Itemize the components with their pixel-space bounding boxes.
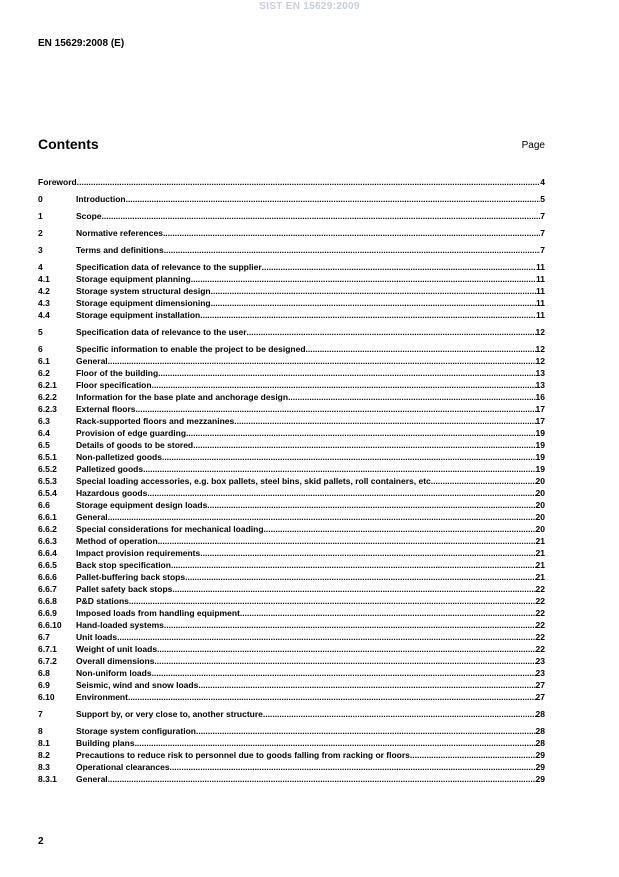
toc-entry-number: 6.6.1 bbox=[38, 512, 57, 522]
toc-entry-number: 6.6 bbox=[38, 500, 50, 510]
toc-dot-leader bbox=[186, 427, 535, 439]
toc-entry-title: Foreword bbox=[38, 177, 77, 187]
toc-entry-number: 6.5.1 bbox=[38, 452, 57, 462]
toc-entry-title: Special loading accessories, e.g. box pallets, steel bins, skid pallets, roll containers, etc. bbox=[76, 476, 434, 486]
toc-dot-leader bbox=[77, 176, 541, 188]
toc-entry-number: 6.6.4 bbox=[38, 548, 57, 558]
toc-entry-page: 21 bbox=[535, 536, 545, 546]
toc-entry-title: Storage equipment planning bbox=[76, 274, 191, 284]
toc-entry-page: 28 bbox=[535, 726, 545, 736]
toc-entry-number: 6.2.1 bbox=[38, 380, 57, 390]
toc-dot-leader bbox=[262, 261, 536, 273]
toc-entry-number: 6.5.4 bbox=[38, 488, 57, 498]
toc-entry-title: Normative references bbox=[76, 228, 163, 238]
toc-entry-number: 6.7.1 bbox=[38, 644, 57, 654]
toc-dot-leader bbox=[164, 619, 536, 631]
toc-entry-page: 28 bbox=[535, 709, 545, 719]
toc-entry-number: 4.2 bbox=[38, 286, 50, 296]
toc-dot-leader bbox=[211, 297, 536, 309]
toc-dot-leader bbox=[200, 309, 536, 321]
toc-entry-number: 4.1 bbox=[38, 274, 50, 284]
toc-dot-leader bbox=[152, 667, 536, 679]
page-number: 2 bbox=[38, 836, 44, 847]
toc-entry[interactable] bbox=[38, 749, 545, 761]
toc-entry[interactable] bbox=[38, 355, 545, 367]
toc-entry[interactable] bbox=[38, 655, 545, 667]
toc-entry-title: Introduction bbox=[76, 194, 126, 204]
toc-entry-number: 8 bbox=[38, 726, 43, 736]
toc-entry[interactable] bbox=[38, 547, 545, 559]
toc-entry-number: 0 bbox=[38, 194, 43, 204]
toc-entry-page: 12 bbox=[535, 356, 545, 366]
toc-entry-number: 8.2 bbox=[38, 750, 50, 760]
toc-entry[interactable] bbox=[38, 309, 545, 321]
toc-entry[interactable] bbox=[38, 619, 545, 631]
toc-entry-page: 7 bbox=[540, 211, 545, 221]
toc-dot-leader bbox=[136, 403, 536, 415]
toc-dot-leader bbox=[147, 487, 535, 499]
toc-entry-number: 4.3 bbox=[38, 298, 50, 308]
toc-entry-number: 6.7 bbox=[38, 632, 50, 642]
toc-dot-leader bbox=[128, 691, 536, 703]
toc-entry[interactable] bbox=[38, 273, 545, 285]
toc-dot-leader bbox=[288, 391, 535, 403]
toc-entry-page: 17 bbox=[535, 404, 545, 414]
toc-dot-leader bbox=[129, 595, 536, 607]
toc-entry-page: 13 bbox=[535, 380, 545, 390]
toc-entry-page: 11 bbox=[536, 310, 545, 320]
toc-entry-number: 2 bbox=[38, 228, 43, 238]
toc-entry-title: Building plans bbox=[76, 738, 135, 748]
toc-entry-page: 22 bbox=[535, 608, 545, 618]
toc-entry-number: 6.6.9 bbox=[38, 608, 57, 618]
toc-entry-number: 6.1 bbox=[38, 356, 50, 366]
toc-entry-title: Special considerations for mechanical loading bbox=[76, 524, 264, 534]
toc-entry[interactable] bbox=[38, 607, 545, 619]
toc-dot-leader bbox=[200, 547, 535, 559]
toc-entry[interactable] bbox=[38, 679, 545, 691]
toc-entry-page: 22 bbox=[535, 596, 545, 606]
contents-title: Contents bbox=[38, 136, 99, 152]
toc-entry-number: 6.2.2 bbox=[38, 392, 57, 402]
toc-entry-page: 11 bbox=[536, 286, 545, 296]
toc-entry-page: 22 bbox=[535, 620, 545, 630]
toc-entry[interactable] bbox=[38, 595, 545, 607]
toc-dot-leader bbox=[210, 499, 536, 511]
toc-entry[interactable] bbox=[38, 571, 545, 583]
toc-entry-page: 11 bbox=[536, 274, 545, 284]
toc-entry-number: 4 bbox=[38, 262, 43, 272]
toc-entry-title: Precautions to reduce risk to personnel due to goods falling from racking or floors bbox=[76, 750, 410, 760]
toc-entry-page: 7 bbox=[540, 228, 545, 238]
toc-entry-number: 8.3.1 bbox=[38, 774, 57, 784]
toc-entry[interactable] bbox=[38, 403, 545, 415]
toc-entry-title: Floor specification bbox=[76, 380, 152, 390]
toc-entry-number: 6.5.3 bbox=[38, 476, 57, 486]
toc-entry[interactable] bbox=[38, 176, 545, 188]
toc-dot-leader bbox=[126, 193, 541, 205]
toc-entry-page: 17 bbox=[535, 416, 545, 426]
toc-entry-page: 16 bbox=[535, 392, 545, 402]
toc-entry-number: 6.4 bbox=[38, 428, 50, 438]
toc-entry-number: 6.6.8 bbox=[38, 596, 57, 606]
toc-entry-title: Specification data of relevance to the user bbox=[76, 327, 247, 337]
toc-entry[interactable] bbox=[38, 708, 545, 720]
toc-entry[interactable] bbox=[38, 523, 545, 535]
toc-dot-leader bbox=[410, 749, 536, 761]
toc-entry-page: 19 bbox=[535, 428, 545, 438]
toc-entry[interactable] bbox=[38, 487, 545, 499]
toc-entry-title: Specific information to enable the project to be designed bbox=[76, 344, 306, 354]
toc-entry[interactable] bbox=[38, 379, 545, 391]
toc-entry-page: 20 bbox=[535, 476, 545, 486]
toc-entry[interactable] bbox=[38, 326, 545, 338]
toc-entry-number: 5 bbox=[38, 327, 43, 337]
toc-dot-leader bbox=[158, 367, 535, 379]
toc-entry[interactable] bbox=[38, 631, 545, 643]
toc-entry[interactable] bbox=[38, 643, 545, 655]
toc-entry-number: 6.5.2 bbox=[38, 464, 57, 474]
toc-entry[interactable] bbox=[38, 583, 545, 595]
toc-entry-title: Seismic, wind and snow loads bbox=[76, 680, 199, 690]
toc-entry-title: P&D stations bbox=[76, 596, 129, 606]
toc-entry-title: Pallet-buffering back stops bbox=[76, 572, 186, 582]
page-column-label: Page bbox=[521, 140, 545, 151]
toc-entry-title: Hazardous goods bbox=[76, 488, 148, 498]
toc-dot-leader bbox=[108, 773, 536, 785]
toc-dot-leader bbox=[157, 643, 535, 655]
toc-entry-page: 23 bbox=[535, 668, 545, 678]
toc-dot-leader bbox=[306, 343, 536, 355]
toc-entry-number: 8.1 bbox=[38, 738, 50, 748]
toc-dot-leader bbox=[185, 571, 535, 583]
toc-entry-number: 6.9 bbox=[38, 680, 50, 690]
toc-entry-number: 6.2.3 bbox=[38, 404, 57, 414]
toc-entry-page: 21 bbox=[535, 548, 545, 558]
toc-entry-number: 3 bbox=[38, 245, 43, 255]
toc-dot-leader bbox=[135, 737, 536, 749]
toc-entry-title: Non-uniform loads bbox=[76, 668, 152, 678]
toc-dot-leader bbox=[171, 559, 536, 571]
toc-entry-title: Overall dimensions bbox=[76, 656, 155, 666]
toc-entry-number: 6.6.6 bbox=[38, 572, 57, 582]
toc-entry-page: 21 bbox=[535, 572, 545, 582]
toc-entry-page: 5 bbox=[540, 194, 545, 204]
toc-entry-title: Hand-loaded systems bbox=[76, 620, 164, 630]
toc-entry[interactable] bbox=[38, 227, 545, 239]
toc-entry-title: Storage system structural design bbox=[76, 286, 211, 296]
toc-entry-page: 4 bbox=[540, 177, 545, 187]
toc-entry-number: 6.2 bbox=[38, 368, 50, 378]
toc-dot-leader bbox=[154, 655, 535, 667]
toc-entry-title: Pallet safety back stops bbox=[76, 584, 173, 594]
toc-entry[interactable] bbox=[38, 559, 545, 571]
toc-dot-leader bbox=[211, 285, 536, 297]
toc-entry-page: 11 bbox=[536, 298, 545, 308]
toc-dot-leader bbox=[143, 463, 535, 475]
toc-dot-leader bbox=[158, 535, 536, 547]
toc-entry-page: 28 bbox=[535, 738, 545, 748]
toc-dot-leader bbox=[191, 273, 536, 285]
toc-entry[interactable] bbox=[38, 737, 545, 749]
toc-entry-page: 23 bbox=[535, 656, 545, 666]
toc-entry-title: Unit loads bbox=[76, 632, 118, 642]
toc-entry-title: Floor of the building bbox=[76, 368, 159, 378]
toc-entry-page: 11 bbox=[536, 262, 545, 272]
toc-entry-title: Scope bbox=[76, 211, 102, 221]
toc-dot-leader bbox=[263, 708, 536, 720]
toc-entry[interactable] bbox=[38, 499, 545, 511]
toc-dot-leader bbox=[108, 355, 536, 367]
toc-entry-page: 12 bbox=[535, 327, 545, 337]
toc-entry-page: 20 bbox=[535, 524, 545, 534]
toc-entry-number: 6.6.2 bbox=[38, 524, 57, 534]
toc-entry-title: Palletized goods bbox=[76, 464, 144, 474]
toc-entry-title: Provision of edge guarding bbox=[76, 428, 187, 438]
toc-entry[interactable] bbox=[38, 427, 545, 439]
toc-entry-title: Specification data of relevance to the supplier bbox=[76, 262, 262, 272]
toc-entry-page: 19 bbox=[535, 464, 545, 474]
toc-entry-number: 6.6.7 bbox=[38, 584, 57, 594]
toc-entry-page: 19 bbox=[535, 452, 545, 462]
toc-dot-leader bbox=[162, 451, 536, 463]
toc-entry[interactable] bbox=[38, 691, 545, 703]
toc-entry-title: Environment bbox=[76, 692, 128, 702]
toc-entry-page: 13 bbox=[535, 368, 545, 378]
toc-entry[interactable] bbox=[38, 463, 545, 475]
toc-entry-title: Details of goods to be stored bbox=[76, 440, 194, 450]
toc-entry-page: 21 bbox=[535, 560, 545, 570]
toc-dot-leader bbox=[433, 475, 535, 487]
toc-dot-leader bbox=[240, 607, 536, 619]
toc-dot-leader bbox=[247, 326, 536, 338]
toc-entry-title: Terms and definitions bbox=[76, 245, 164, 255]
toc-entry-title: Non-palletized goods bbox=[76, 452, 162, 462]
toc-entry-page: 22 bbox=[535, 632, 545, 642]
toc-dot-leader bbox=[152, 379, 536, 391]
toc-entry-number: 4.4 bbox=[38, 310, 50, 320]
toc-dot-leader bbox=[108, 511, 536, 523]
toc-entry[interactable] bbox=[38, 210, 545, 222]
toc-entry-title: Storage equipment dimensioning bbox=[76, 298, 211, 308]
toc-dot-leader bbox=[117, 631, 535, 643]
toc-entry-number: 1 bbox=[38, 211, 43, 221]
toc-entry[interactable] bbox=[38, 297, 545, 309]
toc-entry-number: 7 bbox=[38, 709, 43, 719]
toc-entry[interactable] bbox=[38, 261, 545, 273]
toc-entry-page: 7 bbox=[540, 245, 545, 255]
toc-entry-page: 27 bbox=[535, 692, 545, 702]
toc-entry-page: 22 bbox=[535, 584, 545, 594]
toc-entry-page: 29 bbox=[535, 774, 545, 784]
toc-entry[interactable] bbox=[38, 415, 545, 427]
toc-entry-title: Storage equipment design loads. bbox=[76, 500, 210, 510]
toc-entry-page: 29 bbox=[535, 750, 545, 760]
toc-dot-leader bbox=[102, 210, 541, 222]
toc-entry-title: General bbox=[76, 356, 108, 366]
toc-entry-title: Imposed loads from handling equipment bbox=[76, 608, 240, 618]
toc-entry-page: 20 bbox=[535, 488, 545, 498]
toc-entry-number: 6.8 bbox=[38, 668, 50, 678]
toc-entry-page: 12 bbox=[535, 344, 545, 354]
toc-entry[interactable] bbox=[38, 391, 545, 403]
toc-dot-leader bbox=[198, 679, 535, 691]
toc-entry-number: 6.3 bbox=[38, 416, 50, 426]
toc-entry-title: Rack-supported floors and mezzanines bbox=[76, 416, 235, 426]
table-of-contents bbox=[38, 176, 545, 785]
toc-entry-page: 29 bbox=[535, 762, 545, 772]
watermark: SIST EN 15629:2009 bbox=[259, 1, 360, 12]
toc-entry-title: Storage equipment installation bbox=[76, 310, 201, 320]
toc-entry[interactable] bbox=[38, 439, 545, 451]
toc-entry[interactable] bbox=[38, 511, 545, 523]
toc-entry[interactable] bbox=[38, 761, 545, 773]
toc-entry-number: 6.6.10 bbox=[38, 620, 62, 630]
toc-entry-page: 20 bbox=[535, 512, 545, 522]
toc-entry-page: 22 bbox=[535, 644, 545, 654]
toc-dot-leader bbox=[234, 415, 535, 427]
toc-entry-title: Weight of unit loads bbox=[76, 644, 158, 654]
toc-dot-leader bbox=[193, 439, 535, 451]
toc-entry-number: 6 bbox=[38, 344, 43, 354]
document-id: EN 15629:2008 (E) bbox=[38, 38, 125, 49]
toc-entry[interactable] bbox=[38, 451, 545, 463]
toc-entry-title: Back stop specification bbox=[76, 560, 171, 570]
toc-entry[interactable] bbox=[38, 667, 545, 679]
toc-entry[interactable] bbox=[38, 193, 545, 205]
toc-entry-title: General bbox=[76, 512, 108, 522]
toc-entry-title: Impact provision requirements bbox=[76, 548, 201, 558]
toc-dot-leader bbox=[170, 761, 536, 773]
toc-entry-title: Operational clearances bbox=[76, 762, 170, 772]
toc-entry-page: 27 bbox=[535, 680, 545, 690]
toc-dot-leader bbox=[264, 523, 536, 535]
toc-dot-leader bbox=[164, 244, 541, 256]
toc-entry-number: 6.10 bbox=[38, 692, 55, 702]
toc-dot-leader bbox=[163, 227, 540, 239]
toc-entry[interactable] bbox=[38, 285, 545, 297]
toc-dot-leader bbox=[196, 725, 536, 737]
toc-entry-title: Storage system configuration bbox=[76, 726, 196, 736]
toc-entry[interactable] bbox=[38, 535, 545, 547]
toc-entry-title: General bbox=[76, 774, 108, 784]
toc-entry-page: 20 bbox=[535, 500, 545, 510]
toc-entry-number: 6.6.5 bbox=[38, 560, 57, 570]
toc-entry[interactable] bbox=[38, 725, 545, 737]
toc-entry-number: 8.3 bbox=[38, 762, 50, 772]
toc-entry-number: 6.7.2 bbox=[38, 656, 57, 666]
toc-entry[interactable] bbox=[38, 367, 545, 379]
toc-entry[interactable] bbox=[38, 343, 545, 355]
toc-dot-leader bbox=[172, 583, 535, 595]
toc-entry-page: 19 bbox=[535, 440, 545, 450]
toc-entry[interactable] bbox=[38, 773, 545, 785]
toc-entry-title: External floors bbox=[76, 404, 136, 414]
toc-entry-number: 6.6.3 bbox=[38, 536, 57, 546]
toc-entry[interactable] bbox=[38, 475, 545, 487]
toc-entry-title: Information for the base plate and anchorage design bbox=[76, 392, 289, 402]
toc-entry[interactable] bbox=[38, 244, 545, 256]
toc-entry-title: Support by, or very close to, another structure bbox=[76, 709, 263, 719]
toc-entry-number: 6.5 bbox=[38, 440, 50, 450]
toc-entry-title: Method of operation bbox=[76, 536, 158, 546]
